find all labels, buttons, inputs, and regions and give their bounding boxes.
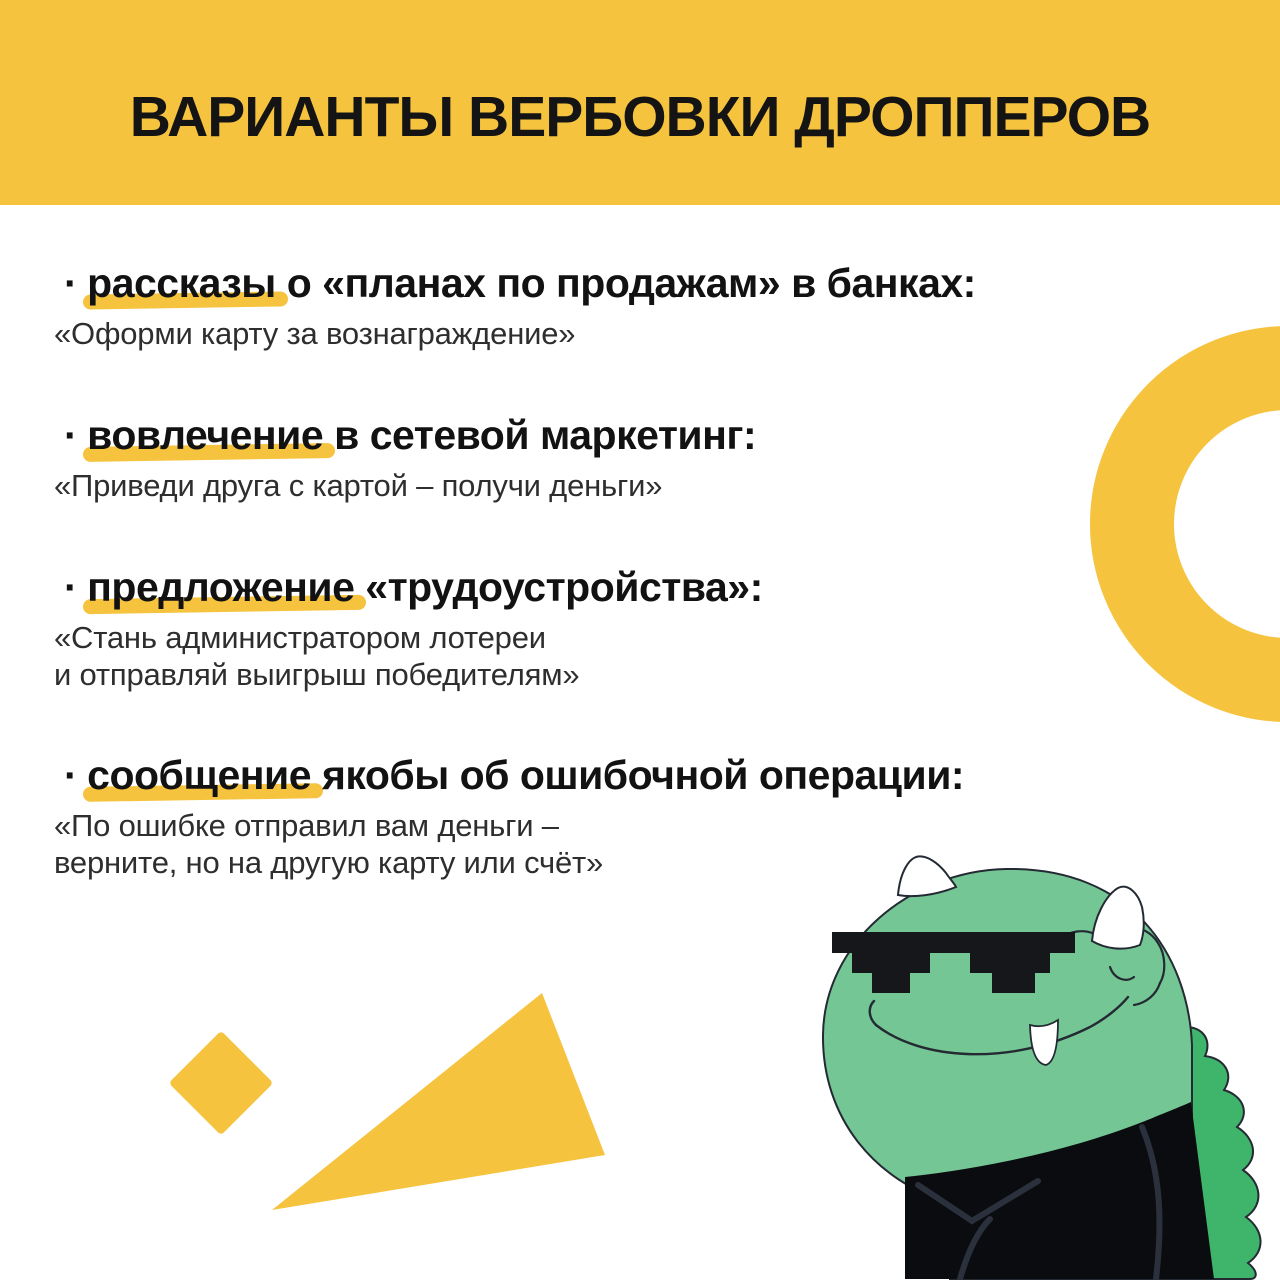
- quote-text: [54, 467, 1214, 504]
- method-heading: [64, 750, 1214, 800]
- dino-mascot: [810, 855, 1280, 1280]
- diamond-decoration: [169, 1031, 274, 1136]
- bullet-marker: ·: [64, 564, 78, 610]
- heading-text: в сетевой маркетинг:: [323, 412, 757, 458]
- heading-text: «трудоустройства»:: [354, 564, 763, 610]
- quote-text: [54, 315, 1214, 352]
- method-heading: [64, 258, 1214, 308]
- quote-text: [54, 619, 1214, 693]
- triangle-shape: [272, 993, 605, 1210]
- heading-text: якобы об ошибочной операции:: [311, 752, 965, 798]
- quote-line: «Приведи друга с картой – получи деньги»: [54, 468, 663, 503]
- method-heading: [64, 562, 1214, 612]
- recruitment-method-item-1: [54, 258, 1214, 352]
- page-title: ВАРИАНТЫ ВЕРБОВКИ ДРОППЕРОВ: [129, 84, 1151, 149]
- quote-line: «По ошибке отправил вам деньги –: [54, 808, 559, 843]
- highlighted-term: предложение: [87, 564, 355, 610]
- highlighted-term: вовлечение: [87, 412, 324, 458]
- highlighted-term: рассказы: [87, 260, 276, 306]
- triangle-decoration: [260, 985, 610, 1220]
- quote-line: верните, но на другую карту или счёт»: [54, 845, 604, 880]
- bullet-marker: ·: [64, 752, 78, 798]
- header-band: [0, 0, 1280, 205]
- recruitment-method-item-2: [54, 410, 1214, 504]
- quote-line: «Оформи карту за вознаграждение»: [54, 316, 576, 351]
- method-heading: [64, 410, 1214, 460]
- left-horn: [898, 856, 956, 896]
- highlighted-term: сообщение: [87, 752, 312, 798]
- bullet-marker: ·: [64, 260, 78, 306]
- bullet-marker: ·: [64, 412, 78, 458]
- heading-text: о «планах по продажам» в банках:: [275, 260, 976, 306]
- recruitment-method-item-3: [54, 562, 1214, 693]
- quote-line: «Стань администратором лотереи: [54, 620, 546, 655]
- quote-line: и отправляй выигрыш победителям»: [54, 657, 580, 692]
